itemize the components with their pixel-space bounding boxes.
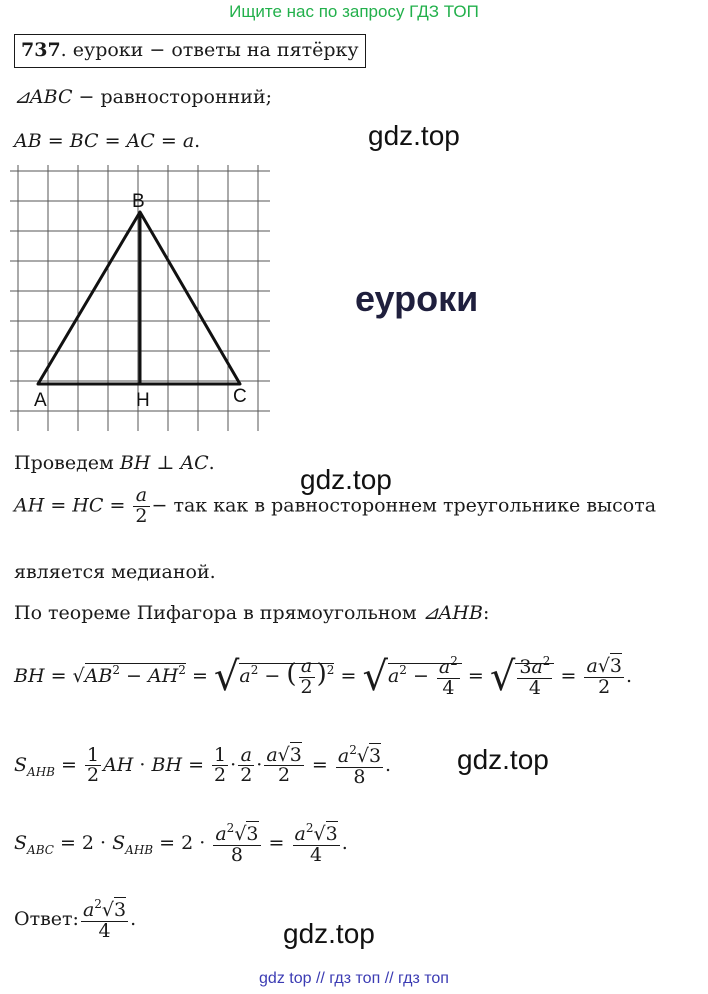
- s-abc-formula: $S_{ABC} = 2 \cdot S_{AHB} = 2$ · $\frac{a^2√3}{8}$ = $\frac{a^2√3}{4}$ .: [14, 821, 348, 866]
- watermark-gdz-1: gdz.top: [368, 120, 460, 151]
- watermark-gdz-3: gdz.top: [457, 744, 549, 775]
- median-line: является медианой.: [14, 561, 216, 583]
- s-ahb-formula: $S_{AHB}$ = $\frac{1}{2}$ AH · BH = $\frac{1}{2}$ · $\frac{a}{2}$ · $\frac{a√3}{2}$ = $\frac{a^2√3}{8}$ .: [14, 743, 392, 788]
- triangle-statement: ⊿ABC − равносторонний;: [14, 86, 273, 108]
- equilateral-word: равносторонний;: [100, 86, 273, 108]
- pythagoras-text: По теореме Пифагора в прямоугольном: [14, 602, 417, 624]
- watermark-gdz-4: gdz.top: [283, 918, 375, 949]
- ah-reason: так как в равностороннем треугольнике высота: [173, 494, 657, 517]
- answer-label: Ответ:: [14, 907, 79, 930]
- search-hint: Ищите нас по запросу ГДЗ ТОП: [229, 2, 479, 21]
- label-c: C: [233, 386, 247, 407]
- triangle-figure: [10, 165, 275, 435]
- label-b: B: [132, 191, 145, 212]
- ah-hc-line: AH = HC = $\frac{a}{2}$ − так как в равностороннем треугольнике высота: [14, 484, 657, 527]
- task-title-box: 737. еуроки − ответы на пятёрку: [14, 34, 366, 68]
- bh-formula: BH = $√AB^2 - AH^2 = √a^2$ − ( $\frac{a}{2}$ )$^2 = √a^2$ − $\frac{a^2}{4}$ = √ $\frac{3a^2}{4}$ = $\frac{a√3}{2}$ .: [14, 654, 633, 700]
- sides-equal-line: AB = BC = AC = a.: [14, 130, 201, 152]
- task-title: еуроки − ответы на пятёрку: [72, 39, 359, 61]
- watermark-euroki: еуроки: [355, 278, 479, 319]
- footer-links[interactable]: gdz top // гдз топ // гдз топ: [259, 970, 449, 987]
- label-h: H: [136, 390, 150, 411]
- draw-word: Проведем: [14, 452, 114, 474]
- pythagoras-line: По теореме Пифагора в прямоугольном ⊿AHB:: [14, 602, 490, 624]
- label-a: A: [34, 390, 47, 411]
- answer-line: Ответ: $\frac{a^2√3}{4}$ .: [14, 897, 137, 942]
- watermark-gdz-2: gdz.top: [300, 464, 392, 495]
- task-number: 737: [21, 39, 61, 61]
- draw-height-line: Проведем BH ⊥ AC.: [14, 452, 215, 474]
